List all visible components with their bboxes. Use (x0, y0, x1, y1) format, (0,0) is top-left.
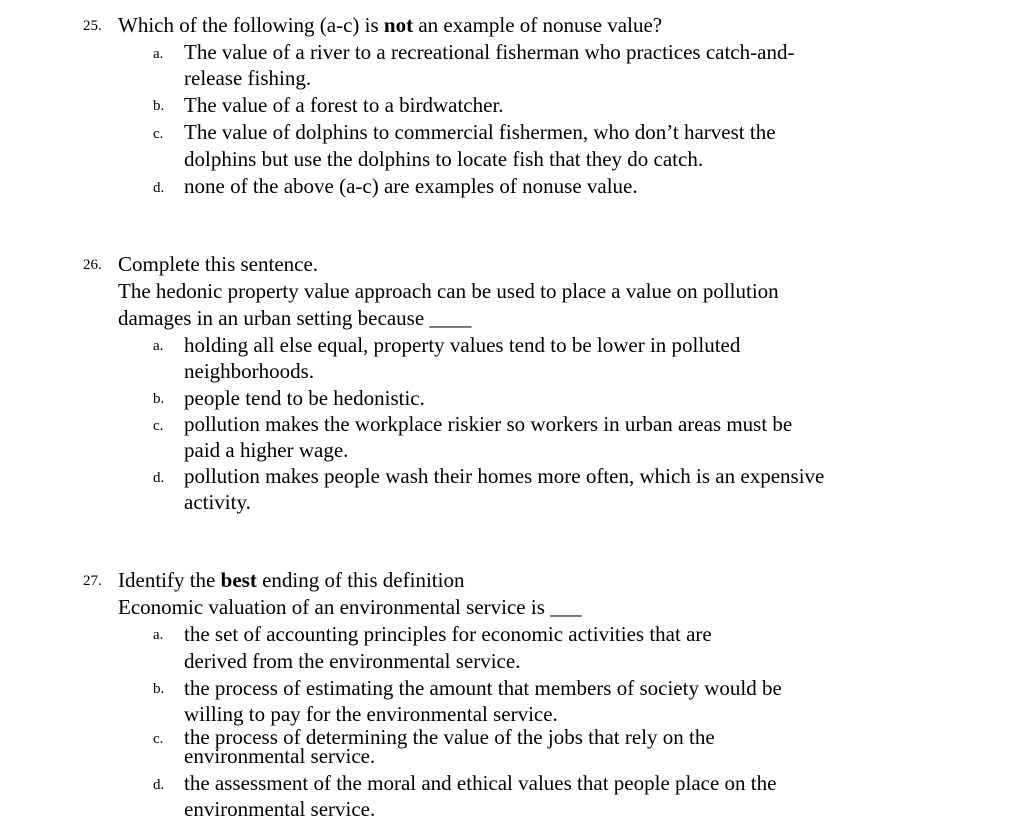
option-letter: d. (153, 470, 165, 486)
option-letter: b. (153, 681, 165, 697)
option-letter: a. (153, 338, 164, 354)
option-text: pollution makes the workplace riskier so workers in urban areas must be (184, 412, 793, 436)
question-stem: Economic valuation of an environmental service is ___ (118, 595, 582, 619)
option-letter: a. (153, 46, 164, 62)
option-letter: c. (153, 126, 164, 142)
option-text: release fishing. (184, 66, 312, 90)
question-stem (118, 15, 662, 36)
option-text: The value of a forest to a birdwatcher. (184, 93, 504, 117)
option-text: activity. (184, 490, 251, 514)
stem-text: an example of nonuse value? (413, 13, 663, 37)
option-text: the process of determining the value of the jobs that rely on the (184, 725, 715, 749)
option-text: environmental service. (184, 744, 376, 768)
stem-text: Identify the (118, 568, 221, 592)
option-text: holding all else equal, property values tend to be lower in polluted (184, 333, 741, 357)
question-stem: Complete this sentence. (118, 252, 319, 276)
option-text: The value of a river to a recreational fisherman who practices catch-and- (184, 40, 795, 64)
option-letter: a. (153, 627, 164, 643)
stem-text: ending of this definition (256, 568, 465, 592)
stem-emphasis: not (383, 13, 414, 37)
option-text: dolphins but use the dolphins to locate fish that they do catch. (184, 147, 704, 171)
option-text: the assessment of the moral and ethical values that people place on the (184, 771, 777, 795)
option-text: The value of dolphins to commercial fishermen, who don’t harvest the (184, 120, 776, 144)
question-stem: damages in an urban setting because ____ (118, 306, 472, 330)
question-number: 25. (83, 18, 102, 34)
option-text: willing to pay for the environmental service. (184, 702, 558, 726)
option-text: derived from the environmental service. (184, 649, 521, 673)
option-letter: c. (153, 418, 164, 434)
option-text: none of the above (a-c) are examples of nonuse value. (184, 174, 638, 198)
question-number: 26. (83, 257, 102, 273)
option-letter: d. (153, 180, 165, 196)
stem-emphasis: best (220, 568, 257, 592)
option-letter: d. (153, 777, 165, 793)
stem-text: Which of the following (a-c) is (118, 13, 384, 37)
question-stem (118, 570, 464, 591)
option-letter: b. (153, 98, 165, 114)
option-text: the process of estimating the amount that members of society would be (184, 676, 782, 700)
option-text: the set of accounting principles for economic activities that are (184, 622, 712, 646)
option-text: neighborhoods. (184, 359, 315, 383)
question-number: 27. (83, 573, 102, 589)
option-text: people tend to be hedonistic. (184, 386, 425, 410)
option-letter: b. (153, 391, 165, 407)
option-letter: c. (153, 731, 164, 747)
question-stem: The hedonic property value approach can be used to place a value on pollution (118, 279, 779, 303)
option-text: paid a higher wage. (184, 438, 349, 462)
option-text: pollution makes people wash their homes more often, which is an expensive (184, 464, 825, 488)
option-text: environmental service. (184, 797, 376, 821)
